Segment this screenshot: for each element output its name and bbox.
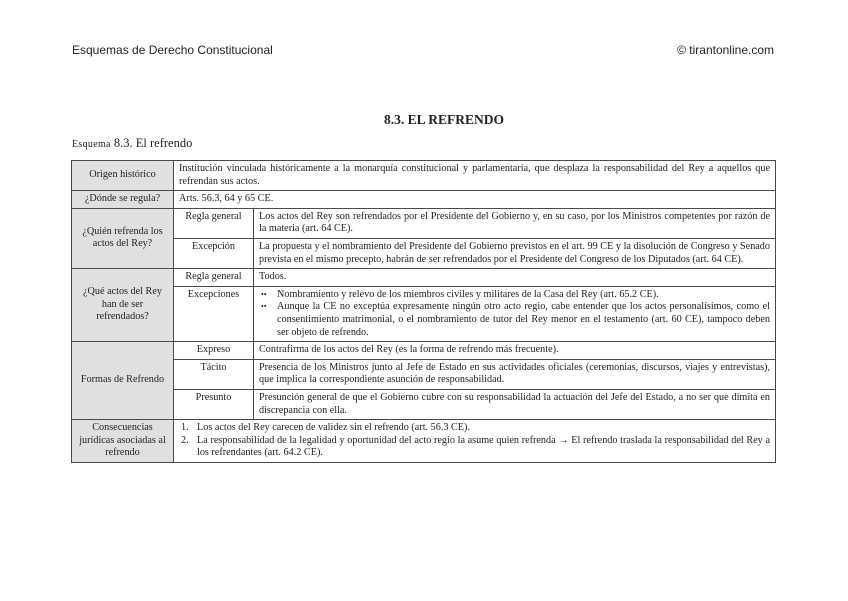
bullet-icon: •• <box>261 289 267 299</box>
row-formas-tacito <box>72 359 776 389</box>
text-que-regla: Todos. <box>254 269 776 287</box>
header-left-title: Esquemas de Derecho Constitucional <box>72 43 273 57</box>
list-que-excepciones <box>254 286 776 341</box>
text-presunto: Presunción general de que el Gobierno cubre con su responsabilidad la actuación del Jefe del Estado, a no ser que dimita en discrepancia con ella. <box>254 389 776 419</box>
row-que-regla <box>72 269 776 287</box>
text-donde: Arts. 56.3, 64 y 65 CE. <box>174 191 776 209</box>
label-donde: ¿Dónde se regula? <box>72 191 174 209</box>
sublabel-que-regla: Regla general <box>174 269 254 287</box>
label-origen: Origen histórico <box>72 161 174 191</box>
text-origen: Institución vinculada históricamente a la monarquía constitucional y parlamentaria, que desplaza la responsabilidad del Rey a aquellos que refrendan sus actos. <box>174 161 776 191</box>
schema-rest: 8.3. El refrendo <box>110 136 193 150</box>
sublabel-quien-regla: Regla general <box>174 208 254 238</box>
row-quien-excepcion <box>72 238 776 268</box>
list-item <box>259 301 770 339</box>
list-item <box>179 422 770 435</box>
row-quien-regla <box>72 208 776 238</box>
sublabel-tacito: Tácito <box>174 359 254 389</box>
text-quien-regla: Los actos del Rey son refrendados por el Presidente del Gobierno y, en su caso, por los Ministros competentes por razón de la materia (art. 64 CE). <box>254 208 776 238</box>
text-expreso: Contrafirma de los actos del Rey (es la forma de refrendo más frecuente). <box>254 342 776 360</box>
sublabel-presunto: Presunto <box>174 389 254 419</box>
row-formas-expreso <box>72 342 776 360</box>
list-item-text: Los actos del Rey carecen de validez sin el refrendo (art. 56.3 CE). <box>197 422 470 434</box>
row-origen <box>72 161 776 191</box>
text-quien-excepcion: La propuesta y el nombramiento del Presidente del Gobierno previstos en el art. 99 CE y la disolución de Congreso y Senado prevista en el mismo precepto, habrán de ser refrendados por el Presidente del Congreso de los Diputados (art. 64 CE). <box>254 238 776 268</box>
text-tacito: Presencia de los Ministros junto al Jefe de Estado en sus actividades oficiales (ceremonias, discursos, viajes y entrevistas), que implica la correspondiente asunción de responsabilidad. <box>254 359 776 389</box>
list-item-text: Aunque la CE no exceptúa expresamente ningún otro acto regio, cabe entender que los actos personalísimos, como el consentimiento matrimonial, o el nombramiento de tutor del Rey menor en el testamento (art. 60 CE), tampoco deben ser objeto de refrendo. <box>277 301 770 338</box>
refrendo-schema-table <box>71 160 776 463</box>
schema-title <box>72 136 192 151</box>
row-donde <box>72 191 776 209</box>
label-quien: ¿Quién refrenda los actos del Rey? <box>72 208 174 268</box>
list-item-text: La responsabilidad de la legalidad y oportunidad del acto regio la asume quien refrenda → El refrendo traslada la responsabilidad del Rey a los refrendantes (art. 64.2 CE). <box>197 434 770 459</box>
list-item <box>179 435 770 460</box>
sublabel-expreso: Expreso <box>174 342 254 360</box>
sublabel-quien-excepcion: Excepción <box>174 238 254 268</box>
list-number: 2. <box>181 434 189 446</box>
label-que: ¿Qué actos del Rey han de ser refrendados? <box>72 269 174 342</box>
label-consecuencias: Consecuencias jurídicas asociadas al refrendo <box>72 420 174 463</box>
label-formas: Formas de Refrendo <box>72 342 174 420</box>
list-number: 1. <box>181 422 189 434</box>
row-formas-presunto <box>72 389 776 419</box>
header-right-source: © tirantonline.com <box>677 43 774 57</box>
schema-prefix: Esquema <box>72 139 111 150</box>
row-consecuencias <box>72 420 776 463</box>
list-item-text: Nombramiento y relevo de los miembros civiles y militares de la Casa del Rey (art. 65.2 CE). <box>277 288 659 300</box>
bullet-icon: •• <box>261 302 267 312</box>
sublabel-que-excepciones: Excepciones <box>174 286 254 341</box>
row-que-excepciones <box>72 286 776 341</box>
list-consecuencias <box>174 420 776 463</box>
section-title: 8.3. EL REFRENDO <box>383 112 505 127</box>
list-item <box>259 289 770 302</box>
